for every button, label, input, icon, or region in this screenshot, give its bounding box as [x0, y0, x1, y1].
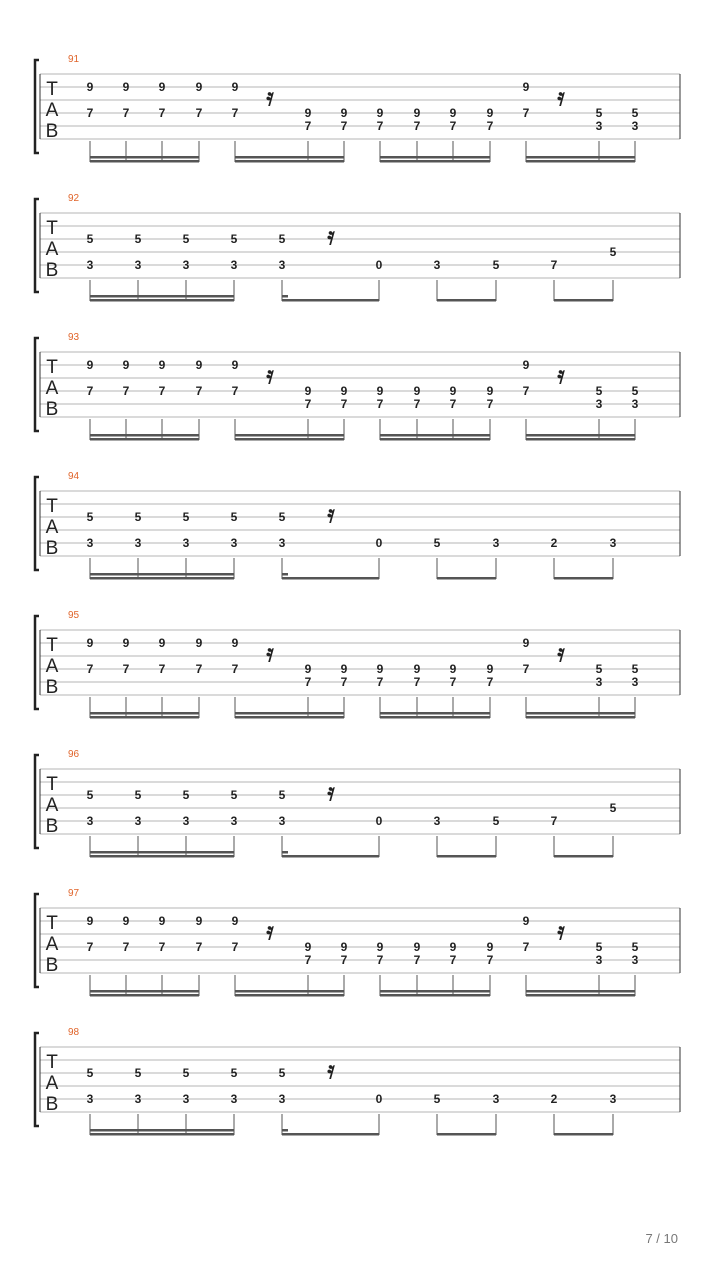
fret-number: 9: [158, 914, 166, 928]
fret-number: 9: [158, 358, 166, 372]
fret-number: 5: [230, 788, 238, 802]
beam: [437, 1133, 496, 1136]
fret-number: 7: [449, 119, 457, 133]
fret-number: 7: [522, 384, 530, 398]
fret-number: 5: [631, 662, 639, 676]
fret-number: 9: [413, 940, 421, 954]
fret-number: 5: [230, 510, 238, 524]
fret-number: 9: [122, 358, 130, 372]
beam: [380, 990, 490, 993]
fret-number: 7: [304, 675, 312, 689]
fret-number: 3: [631, 675, 639, 689]
fret-number: 9: [122, 80, 130, 94]
beam: [554, 577, 613, 580]
fret-number: 3: [631, 953, 639, 967]
beam: [526, 990, 635, 993]
tab-system: [35, 1027, 680, 1136]
tab-letter-a: A: [45, 1073, 59, 1094]
measure-number: 92: [68, 193, 80, 204]
fret-number: 5: [182, 232, 190, 246]
fret-number: 3: [631, 397, 639, 411]
beam: [235, 712, 344, 715]
fret-number: 5: [631, 106, 639, 120]
sixteenth-rest: 𝄿: [557, 82, 565, 111]
measure-number: 94: [68, 471, 80, 482]
fret-number: 3: [230, 814, 238, 828]
fret-number: 7: [376, 119, 384, 133]
fret-number: 5: [134, 510, 142, 524]
fret-number: 0: [375, 814, 383, 828]
fret-number: 7: [340, 119, 348, 133]
fret-number: 7: [304, 953, 312, 967]
beam: [235, 434, 344, 437]
fret-number: 7: [413, 953, 421, 967]
fret-number: 2: [550, 536, 558, 550]
fret-number: 0: [375, 1092, 383, 1106]
fret-number: 3: [230, 1092, 238, 1106]
fret-number: 9: [86, 914, 94, 928]
beam: [90, 434, 199, 437]
fret-number: 9: [413, 662, 421, 676]
beam: [526, 438, 635, 441]
beam: [90, 1129, 234, 1132]
fret-number: 5: [134, 232, 142, 246]
fret-number: 9: [86, 358, 94, 372]
fret-number: 9: [231, 80, 239, 94]
fret-number: 5: [86, 1066, 94, 1080]
beam: [90, 299, 234, 302]
tab-letter-a: A: [45, 378, 59, 399]
fret-number: 9: [122, 636, 130, 650]
fret-number: 9: [195, 914, 203, 928]
beam: [90, 712, 199, 715]
fret-number: 9: [86, 636, 94, 650]
tab-letter-b: B: [45, 816, 59, 837]
tab-letter-b: B: [45, 677, 59, 698]
fret-number: 7: [340, 953, 348, 967]
beam: [437, 577, 496, 580]
fret-number: 3: [595, 675, 603, 689]
beam: [282, 577, 379, 580]
fret-number: 3: [86, 1092, 94, 1106]
fret-number: 7: [413, 119, 421, 133]
fret-number: 7: [86, 106, 94, 120]
fret-number: 9: [304, 662, 312, 676]
fret-number: 5: [182, 788, 190, 802]
fret-number: 7: [231, 940, 239, 954]
fret-number: 5: [182, 510, 190, 524]
fret-number: 7: [158, 106, 166, 120]
beam: [282, 855, 379, 858]
fret-number: 3: [182, 1092, 190, 1106]
tab-system: [35, 610, 680, 719]
sixteenth-rest: 𝄿: [557, 360, 565, 389]
beam: [282, 299, 379, 302]
system-bracket: [35, 60, 39, 153]
tab-system: [35, 888, 680, 997]
beam: [90, 851, 234, 854]
fret-number: 9: [195, 80, 203, 94]
beam: [90, 573, 234, 576]
fret-number: 3: [182, 536, 190, 550]
fret-number: 7: [522, 662, 530, 676]
system-bracket: [35, 616, 39, 709]
beam: [90, 160, 199, 163]
fret-number: 5: [230, 232, 238, 246]
beam: [235, 156, 344, 159]
beam: [380, 994, 490, 997]
beam: [90, 1133, 234, 1136]
system-bracket: [35, 477, 39, 570]
fret-number: 3: [433, 258, 441, 272]
fret-number: 7: [550, 258, 558, 272]
tab-letter-a: A: [45, 656, 59, 677]
fret-number: 7: [122, 384, 130, 398]
fret-number: 0: [375, 258, 383, 272]
measure-number: 98: [68, 1027, 80, 1038]
fret-number: 9: [376, 384, 384, 398]
beam: [437, 299, 496, 302]
fret-number: 9: [340, 662, 348, 676]
beam-stub: [282, 851, 288, 854]
fret-number: 7: [231, 106, 239, 120]
fret-number: 3: [230, 536, 238, 550]
sixteenth-rest: 𝄿: [327, 499, 335, 528]
fret-number: 9: [486, 940, 494, 954]
sixteenth-rest: 𝄿: [266, 82, 274, 111]
fret-number: 7: [195, 662, 203, 676]
fret-number: 3: [595, 953, 603, 967]
fret-number: 5: [278, 510, 286, 524]
fret-number: 3: [433, 814, 441, 828]
sixteenth-rest: 𝄿: [557, 638, 565, 667]
fret-number: 9: [304, 106, 312, 120]
fret-number: 7: [522, 940, 530, 954]
fret-number: 7: [486, 397, 494, 411]
fret-number: 7: [195, 106, 203, 120]
fret-number: 5: [86, 510, 94, 524]
tab-letter-t: T: [46, 774, 58, 795]
fret-number: 7: [86, 384, 94, 398]
fret-number: 9: [158, 636, 166, 650]
fret-number: 3: [595, 397, 603, 411]
fret-number: 5: [492, 814, 500, 828]
fret-number: 5: [182, 1066, 190, 1080]
fret-number: 9: [413, 106, 421, 120]
beam: [235, 160, 344, 163]
fret-number: 7: [413, 397, 421, 411]
fret-number: 5: [278, 788, 286, 802]
beam: [526, 434, 635, 437]
tab-system: [35, 749, 680, 858]
beam: [554, 299, 613, 302]
fret-number: 7: [413, 675, 421, 689]
fret-number: 5: [86, 232, 94, 246]
tab-letter-t: T: [46, 635, 58, 656]
fret-number: 9: [304, 384, 312, 398]
fret-number: 7: [158, 940, 166, 954]
fret-number: 7: [195, 940, 203, 954]
fret-number: 3: [278, 1092, 286, 1106]
fret-number: 9: [522, 636, 530, 650]
fret-number: 7: [231, 662, 239, 676]
fret-number: 3: [595, 119, 603, 133]
beam: [380, 716, 490, 719]
beam: [554, 855, 613, 858]
beam: [90, 438, 199, 441]
beam: [90, 990, 199, 993]
beam: [90, 156, 199, 159]
fret-number: 7: [376, 397, 384, 411]
fret-number: 5: [433, 536, 441, 550]
fret-number: 9: [195, 358, 203, 372]
tab-letter-b: B: [45, 955, 59, 976]
beam: [380, 434, 490, 437]
system-bracket: [35, 338, 39, 431]
fret-number: 5: [134, 788, 142, 802]
fret-number: 9: [449, 940, 457, 954]
tab-letter-b: B: [45, 121, 59, 142]
fret-number: 5: [631, 940, 639, 954]
fret-number: 3: [230, 258, 238, 272]
fret-number: 9: [486, 662, 494, 676]
fret-number: 9: [122, 914, 130, 928]
fret-number: 7: [122, 940, 130, 954]
beam: [526, 994, 635, 997]
fret-number: 7: [550, 814, 558, 828]
beam: [90, 716, 199, 719]
fret-number: 7: [304, 119, 312, 133]
tab-system: [35, 193, 680, 302]
beam: [235, 438, 344, 441]
beam: [235, 990, 344, 993]
beam: [90, 295, 234, 298]
beam-stub: [282, 1129, 288, 1132]
fret-number: 3: [492, 1092, 500, 1106]
fret-number: 9: [195, 636, 203, 650]
beam: [90, 577, 234, 580]
tab-letter-a: A: [45, 239, 59, 260]
fret-number: 7: [449, 953, 457, 967]
fret-number: 5: [278, 1066, 286, 1080]
beam: [90, 855, 234, 858]
fret-number: 5: [86, 788, 94, 802]
fret-number: 3: [134, 814, 142, 828]
fret-number: 3: [278, 536, 286, 550]
fret-number: 3: [609, 1092, 617, 1106]
fret-number: 5: [595, 384, 603, 398]
fret-number: 9: [376, 106, 384, 120]
fret-number: 3: [182, 258, 190, 272]
fret-number: 2: [550, 1092, 558, 1106]
system-bracket: [35, 1033, 39, 1126]
fret-number: 9: [376, 940, 384, 954]
fret-number: 3: [278, 258, 286, 272]
fret-number: 3: [86, 536, 94, 550]
fret-number: 9: [340, 106, 348, 120]
fret-number: 7: [486, 953, 494, 967]
fret-number: 9: [158, 80, 166, 94]
beam: [526, 716, 635, 719]
beam: [526, 156, 635, 159]
fret-number: 3: [278, 814, 286, 828]
beam-stub: [282, 295, 288, 298]
fret-number: 3: [182, 814, 190, 828]
fret-number: 3: [134, 536, 142, 550]
measure-number: 93: [68, 332, 80, 343]
tab-letter-t: T: [46, 218, 58, 239]
fret-number: 7: [304, 397, 312, 411]
fret-number: 7: [522, 106, 530, 120]
measure-number: 96: [68, 749, 80, 760]
fret-number: 9: [304, 940, 312, 954]
fret-number: 5: [492, 258, 500, 272]
beam: [380, 712, 490, 715]
fret-number: 3: [631, 119, 639, 133]
beam: [380, 160, 490, 163]
fret-number: 7: [122, 106, 130, 120]
fret-number: 7: [486, 675, 494, 689]
beam-stub: [282, 573, 288, 576]
sixteenth-rest: 𝄿: [266, 916, 274, 945]
tab-letter-b: B: [45, 538, 59, 559]
beam: [526, 712, 635, 715]
fret-number: 9: [522, 80, 530, 94]
fret-number: 5: [609, 245, 617, 259]
fret-number: 7: [86, 940, 94, 954]
fret-number: 9: [522, 358, 530, 372]
fret-number: 9: [340, 384, 348, 398]
fret-number: 5: [631, 384, 639, 398]
tab-letter-b: B: [45, 260, 59, 281]
fret-number: 3: [134, 1092, 142, 1106]
fret-number: 7: [122, 662, 130, 676]
fret-number: 9: [449, 106, 457, 120]
fret-number: 9: [413, 384, 421, 398]
beam: [380, 438, 490, 441]
fret-number: 9: [231, 914, 239, 928]
fret-number: 9: [522, 914, 530, 928]
sixteenth-rest: 𝄿: [557, 916, 565, 945]
fret-number: 9: [86, 80, 94, 94]
fret-number: 7: [340, 397, 348, 411]
tab-letter-t: T: [46, 913, 58, 934]
fret-number: 7: [340, 675, 348, 689]
page-number: 7 / 10: [645, 1231, 678, 1246]
beam: [554, 1133, 613, 1136]
fret-number: 5: [609, 801, 617, 815]
tab-letter-a: A: [45, 517, 59, 538]
system-bracket: [35, 894, 39, 987]
tab-letter-a: A: [45, 795, 59, 816]
fret-number: 5: [595, 106, 603, 120]
tab-system: [35, 332, 680, 441]
sixteenth-rest: 𝄿: [327, 221, 335, 250]
fret-number: 7: [449, 397, 457, 411]
beam: [437, 855, 496, 858]
fret-number: 9: [486, 384, 494, 398]
beam: [90, 994, 199, 997]
beam: [282, 1133, 379, 1136]
fret-number: 9: [449, 384, 457, 398]
fret-number: 7: [158, 662, 166, 676]
fret-number: 3: [609, 536, 617, 550]
measure-number: 97: [68, 888, 80, 899]
tab-letter-b: B: [45, 399, 59, 420]
fret-number: 3: [86, 814, 94, 828]
tab-letter-b: B: [45, 1094, 59, 1115]
fret-number: 9: [486, 106, 494, 120]
fret-number: 7: [158, 384, 166, 398]
tab-letter-t: T: [46, 357, 58, 378]
fret-number: 9: [231, 636, 239, 650]
sixteenth-rest: 𝄿: [266, 360, 274, 389]
fret-number: 7: [195, 384, 203, 398]
fret-number: 5: [595, 662, 603, 676]
beam: [380, 156, 490, 159]
fret-number: 7: [376, 675, 384, 689]
fret-number: 0: [375, 536, 383, 550]
fret-number: 3: [492, 536, 500, 550]
fret-number: 5: [595, 940, 603, 954]
tab-letter-t: T: [46, 79, 58, 100]
fret-number: 9: [376, 662, 384, 676]
fret-number: 5: [134, 1066, 142, 1080]
tab-letter-t: T: [46, 1052, 58, 1073]
tab-letter-t: T: [46, 496, 58, 517]
tab-letter-a: A: [45, 934, 59, 955]
fret-number: 7: [376, 953, 384, 967]
system-bracket: [35, 199, 39, 292]
beam: [235, 716, 344, 719]
fret-number: 5: [230, 1066, 238, 1080]
fret-number: 7: [231, 384, 239, 398]
sixteenth-rest: 𝄿: [327, 777, 335, 806]
measure-number: 95: [68, 610, 80, 621]
beam: [526, 160, 635, 163]
fret-number: 7: [86, 662, 94, 676]
fret-number: 7: [486, 119, 494, 133]
measure-number: 91: [68, 54, 80, 65]
fret-number: 7: [449, 675, 457, 689]
fret-number: 3: [86, 258, 94, 272]
sixteenth-rest: 𝄿: [327, 1055, 335, 1084]
fret-number: 5: [278, 232, 286, 246]
tab-system: [35, 54, 680, 163]
fret-number: 5: [433, 1092, 441, 1106]
sixteenth-rest: 𝄿: [266, 638, 274, 667]
system-bracket: [35, 755, 39, 848]
tab-system: [35, 471, 680, 580]
tab-letter-a: A: [45, 100, 59, 121]
fret-number: 9: [340, 940, 348, 954]
fret-number: 9: [449, 662, 457, 676]
fret-number: 3: [134, 258, 142, 272]
fret-number: 9: [231, 358, 239, 372]
beam: [235, 994, 344, 997]
